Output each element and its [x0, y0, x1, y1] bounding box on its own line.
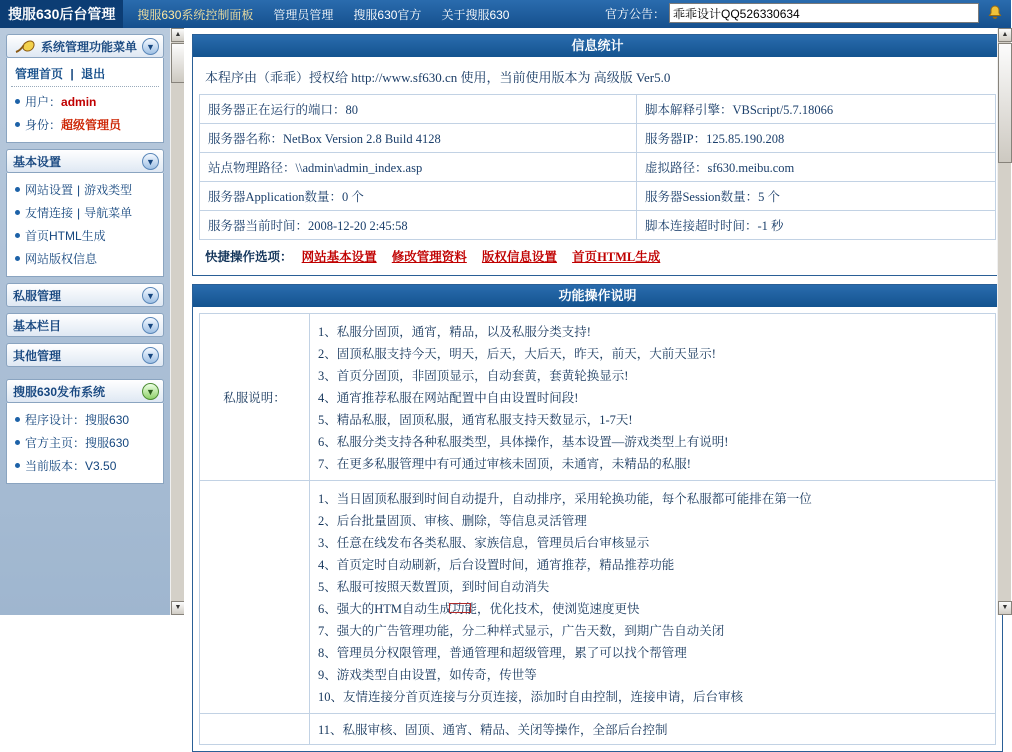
bullet-icon — [15, 99, 20, 104]
scroll-down-icon[interactable]: ▼ — [998, 601, 1012, 615]
quick-link-home-html-generate[interactable]: 首页HTML生成 — [572, 250, 661, 264]
sidebar-item-label[interactable]: 友情连接 — [25, 206, 74, 220]
sidebar-row-version — [11, 454, 159, 477]
bullet-icon — [15, 187, 20, 192]
chevron-down-icon[interactable]: ▼ — [142, 347, 159, 364]
function-group-label: 私服说明： — [200, 314, 310, 481]
bell-icon — [985, 3, 1005, 23]
list-item: 5、精品私服，固顶私服，通宵私服支持天数显示，1-7天! — [318, 413, 633, 427]
section-body — [193, 307, 1002, 751]
list-item: 10、友情连接分首页连接与分页连接，添加时自由控制，连接申请，后台审核 — [318, 690, 744, 704]
scroll-down-icon[interactable]: ▼ — [171, 601, 185, 615]
main-scrollbar[interactable] — [997, 28, 1011, 615]
table-row — [200, 153, 996, 182]
sidebar-panel-title: 搜服630发布系统 — [13, 384, 106, 399]
license-line: 本程序由（乖乖）授权给 http://www.sf630.cn 使用，当前使用版本为 高级版 Ver5.0 — [205, 70, 671, 85]
version-label: 当前版本： — [25, 459, 86, 473]
quick-link-site-settings[interactable]: 网站基本设置 — [301, 250, 377, 264]
separator: | — [77, 205, 81, 220]
table-row — [200, 714, 996, 745]
table-row — [200, 124, 996, 153]
sidebar-item-copyright-info[interactable] — [11, 247, 159, 270]
sidebar-item-label-game-type[interactable]: 游戏类型 — [84, 183, 133, 197]
bullet-icon — [15, 233, 20, 238]
info-cell-port: 服务器正在运行的端口：80 — [200, 95, 637, 124]
quick-actions — [199, 240, 996, 269]
sidebar-scrollbar[interactable] — [170, 28, 184, 615]
sidebar-menu-top-row — [11, 63, 159, 87]
function-group-label-cut — [200, 714, 310, 745]
function-group-items — [310, 314, 996, 481]
scrollbar-thumb[interactable] — [171, 43, 185, 83]
separator: | — [77, 182, 81, 197]
function-group-label-empty — [200, 481, 310, 714]
chevron-down-icon[interactable]: ▼ — [142, 153, 159, 170]
list-item: 2、后台批量固顶、审核、删除，等信息灵活管理 — [318, 514, 587, 528]
sidebar-row-user — [11, 90, 159, 113]
page-body — [0, 28, 1011, 737]
separator: | — [70, 67, 74, 81]
sidebar-panel-header-other-manage[interactable] — [6, 343, 164, 367]
sidebar-panel-title: 基本栏目 — [13, 318, 62, 333]
sidebar-item-label[interactable]: 网站设置 — [25, 183, 74, 197]
sidebar-panel-body-publish-system — [6, 403, 164, 484]
info-cell-server-time: 服务器当前时间：2008-12-20 2:45:58 — [200, 211, 637, 240]
sidebar-panel-title: 其他管理 — [13, 348, 62, 363]
table-row — [200, 211, 996, 240]
bullet-icon — [15, 122, 20, 127]
sidebar-panel-header-basic-settings[interactable] — [6, 149, 164, 173]
sidebar-item-label[interactable]: 首页HTML生成 — [25, 229, 106, 243]
sidebar-panel-body-system-menu — [6, 58, 164, 143]
sidebar-row-role — [11, 113, 159, 136]
list-item: 4、通宵推荐私服在网站配置中自由设置时间段! — [318, 391, 579, 405]
top-bar — [0, 0, 1011, 28]
table-row — [200, 95, 996, 124]
info-cell-script-timeout: 脚本连接超时时间：-1 秒 — [636, 211, 995, 240]
chevron-down-icon[interactable]: ▼ — [142, 287, 159, 304]
sidebar-item-label-nav-menu[interactable]: 导航菜单 — [84, 206, 133, 220]
list-item: 1、私服分固顶，通宵，精品，以及私服分类支持! — [318, 325, 591, 339]
function-cut-row: 11、私服审核、固顶、通宵、精品、关闭等操作，全部后台控制 — [310, 714, 996, 745]
bullet-icon — [15, 417, 20, 422]
section-info-statistics — [192, 34, 1003, 276]
topnav-item-official[interactable]: 搜服630官方 — [353, 7, 422, 22]
notice-label: 官方公告： — [604, 6, 665, 21]
info-cell-session-count: 服务器Session数量：5 个 — [636, 182, 995, 211]
chevron-down-icon[interactable]: ▼ — [142, 383, 159, 400]
app-title: 搜服630后台管理 — [0, 0, 123, 30]
info-cell-virtual-path: 虚拟路径：sf630.meibu.com — [636, 153, 995, 182]
chevron-down-icon[interactable]: ▼ — [142, 38, 159, 55]
topnav-item-about[interactable]: 关于搜服630 — [441, 7, 510, 22]
homepage-label: 官方主页： — [25, 436, 86, 450]
topnav-item-control-panel[interactable]: 搜服630系统控制面板 — [137, 7, 254, 22]
table-row — [200, 314, 996, 481]
scrollbar-thumb[interactable] — [998, 43, 1012, 163]
bullet-icon — [15, 256, 20, 261]
bullet-icon — [15, 440, 20, 445]
quick-link-copyright-settings[interactable]: 版权信息设置 — [481, 250, 557, 264]
info-cell-server-name: 服务器名称：NetBox Version 2.8 Build 4128 — [200, 124, 637, 153]
sidebar-panel-title: 私服管理 — [13, 288, 62, 303]
text-cursor-marker — [449, 603, 471, 613]
list-item: 4、首页定时自动刷新，后台设置时间，通宵推荐，精品推荐功能 — [318, 558, 675, 572]
role-value: 超级管理员 — [61, 118, 122, 132]
bullet-icon — [15, 210, 20, 215]
main-content — [184, 28, 1011, 737]
function-group-items — [310, 481, 996, 714]
sidebar-item-admin-home[interactable]: 管理首页 — [15, 67, 64, 81]
sidebar-item-home-html-generate[interactable] — [11, 224, 159, 247]
version-value: V3.50 — [85, 458, 117, 473]
info-cell-physical-path: 站点物理路径：\\admin\admin_index.asp — [200, 153, 637, 182]
notice-area — [605, 3, 979, 23]
chevron-down-icon[interactable]: ▼ — [142, 317, 159, 334]
list-item: 1、当日固顶私服到时间自动提升，自动排序，采用轮换功能，每个私服都可能排在第一位 — [318, 492, 812, 506]
section-title: 功能操作说明 — [193, 285, 1002, 307]
sidebar-item-logout[interactable]: 退出 — [81, 67, 106, 81]
role-label: 身份： — [25, 118, 62, 132]
section-function-description — [192, 284, 1003, 752]
user-label: 用户： — [25, 95, 62, 109]
list-item: 9、游戏类型自由设置，如传奇，传世等 — [318, 668, 537, 682]
homepage-value[interactable]: 搜服630 — [85, 436, 130, 450]
sidebar-row-homepage — [11, 431, 159, 454]
scroll-up-icon[interactable]: ▲ — [171, 28, 185, 42]
list-item: 8、管理员分权限管理，普通管理和超级管理，累了可以找个帮管理 — [318, 646, 687, 660]
info-cell-script-engine: 脚本解释引擎：VBScript/5.7.18066 — [636, 95, 995, 124]
sidebar-panel-title: 基本设置 — [13, 154, 62, 169]
section-body — [193, 57, 1002, 275]
info-table — [199, 94, 996, 240]
function-table — [199, 313, 996, 745]
list-item: 6、私服分类支持各种私服类型，具体操作，基本设置—游戏类型上有说明! — [318, 435, 729, 449]
scroll-up-icon[interactable]: ▲ — [998, 28, 1012, 42]
sidebar-item-label[interactable]: 网站版权信息 — [25, 252, 98, 266]
designer-value: 搜服630 — [85, 413, 130, 427]
sidebar-panel-title: 系统管理功能菜单 — [41, 39, 138, 54]
list-item: 3、首页分固顶，非固顶显示，自动套黄，套黄轮换显示! — [318, 369, 629, 383]
sidebar-panel-header-publish-system[interactable] — [6, 379, 164, 403]
list-item: 7、在更多私服管理中有可通过审核未固顶，未通宵，未精品的私服! — [318, 457, 691, 471]
list-item: 6、强大的HTM自动生成功能，优化技术，使浏览速度更快 — [318, 602, 640, 616]
sidebar-panel-header-private-server[interactable] — [6, 283, 164, 307]
section-title: 信息统计 — [193, 35, 1002, 57]
notice-input[interactable] — [669, 3, 979, 23]
sidebar-panel-body-basic-settings — [6, 173, 164, 277]
quick-link-edit-admin-profile[interactable]: 修改管理资料 — [391, 250, 467, 264]
sidebar-item-site-settings[interactable] — [11, 178, 159, 201]
sidebar-panel-header-system-menu[interactable] — [6, 34, 164, 58]
sidebar-panel-header-basic-columns[interactable] — [6, 313, 164, 337]
topnav-item-admin-manage[interactable]: 管理员管理 — [273, 7, 334, 22]
user-value: admin — [61, 94, 97, 109]
designer-label: 程序设计： — [25, 413, 86, 427]
table-row — [200, 182, 996, 211]
list-item: 7、强大的广告管理功能，分二种样式显示，广告天数，到期广告自动关闭 — [318, 624, 725, 638]
quick-actions-label: 快捷操作选项： — [205, 250, 293, 264]
list-item: 5、私服可按照天数置顶，到时间自动消失 — [318, 580, 550, 594]
info-cell-application-count: 服务器Application数量：0 个 — [200, 182, 637, 211]
sidebar-row-designer — [11, 408, 159, 431]
list-item: 2、固顶私服支持今天，明天，后天，大后天，昨天，前天，大前天显示! — [318, 347, 716, 361]
list-item: 3、任意在线发布各类私服、家族信息，管理员后台审核显示 — [318, 536, 650, 550]
info-cell-server-ip: 服务器IP：125.85.190.208 — [636, 124, 995, 153]
table-row — [200, 481, 996, 714]
broom-icon — [13, 35, 39, 57]
sidebar-item-friend-links[interactable] — [11, 201, 159, 224]
bullet-icon — [15, 463, 20, 468]
sidebar — [0, 28, 170, 615]
